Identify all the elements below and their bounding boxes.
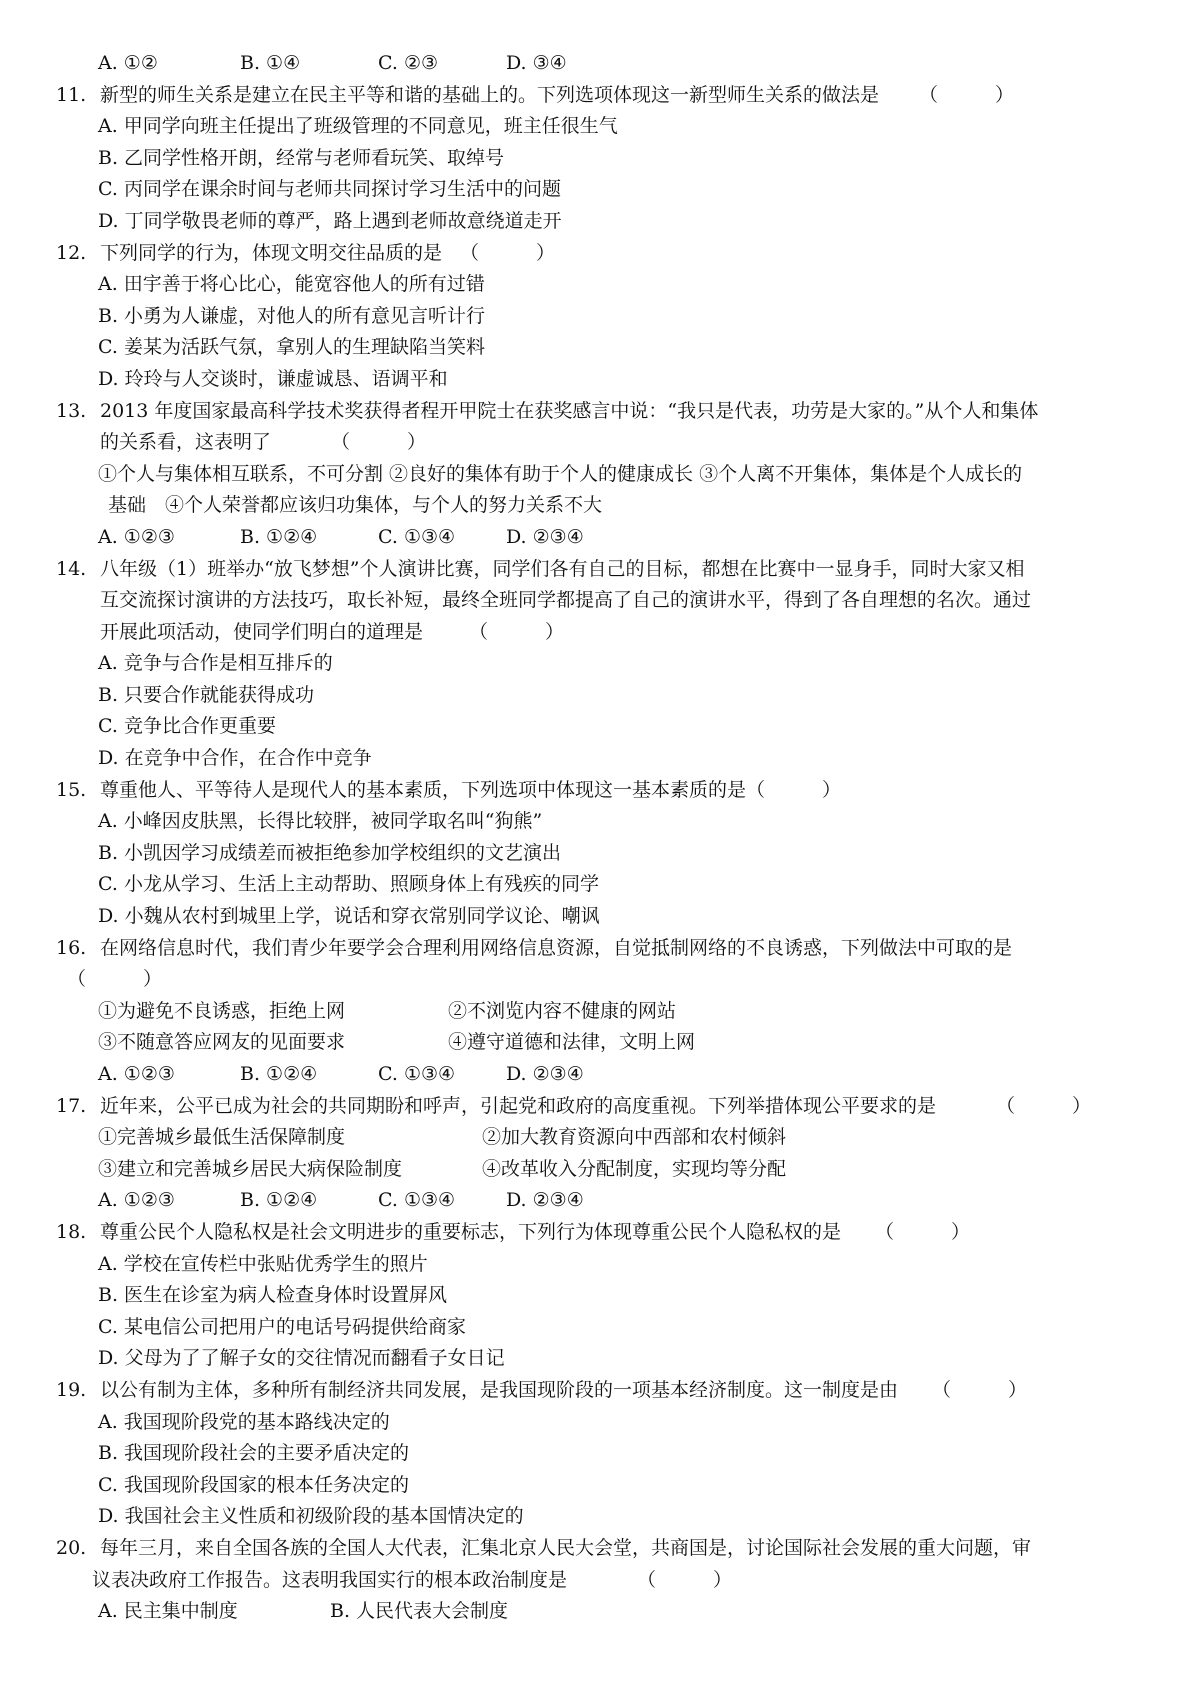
option-d: D. 玲玲与人交谈时，谦虚诚恳、语调平和 — [98, 367, 448, 390]
question-number: 16. — [56, 936, 87, 959]
option-b: B. 只要合作就能获得成功 — [98, 683, 315, 706]
question-text: 新型的师生关系是建立在民主平等和谐的基础上的。下列选项体现这一新型师生关系的做法是 — [100, 83, 880, 106]
answer-choices-row: A. ①②③ B. ①②④ C. ①③④ D. ②③④ — [98, 1189, 584, 1212]
answer-paren: （ ） — [875, 1220, 971, 1243]
option-b: B. 小勇为人谦虚，对他人的所有意见言听计行 — [98, 304, 486, 327]
question-text: 以公有制为主体，多种所有制经济共同发展，是我国现阶段的一项基本经济制度。这一制度是由 — [100, 1378, 899, 1401]
option-c: C. 某电信公司把用户的电话号码提供给商家 — [98, 1315, 466, 1338]
question-text: 尊重公民个人隐私权是社会文明进步的重要标志，下列行为体现尊重公民个人隐私权的是 — [100, 1220, 842, 1243]
question-text-cont: 互交流探讨演讲的方法技巧，取长补短，最终全班同学都提高了自己的演讲水平，得到了各自理想的名次。通过 — [100, 589, 1032, 612]
question-number: 18. — [56, 1220, 87, 1243]
option-a: A. 竞争与合作是相互排斥的 — [98, 652, 333, 675]
choice-c: C. ②③ — [378, 52, 439, 74]
question-text: 在网络信息时代，我们青少年要学会合理利用网络信息资源，自觉抵制网络的不良诱惑，下列做法中可取的是 — [100, 936, 1013, 959]
question-text-cont: 开展此项活动，使同学们明白的道理是 （ ） — [0, 617, 1200, 649]
option-c: C. 姜某为活跃气氛，拿别人的生理缺陷当笑料 — [98, 336, 485, 359]
question-text: 2013 年度国家最高科学技术奖获得者程开甲院士在获奖感言中说：“我只是代表，功劳是大家的。”从个人和集体 — [100, 399, 1039, 422]
option-a: A. 小峰因皮肤黑，长得比较胖，被同学取名叫“狗熊” — [98, 810, 543, 833]
question-text-cont: 议表决政府工作报告。这表明我国实行的根本政治制度是 （ ） — [0, 1565, 1200, 1597]
answer-choices-row: A. ①②③ B. ①②④ C. ①③④ D. ②③④ — [98, 1063, 584, 1085]
answer-paren: （ ） — [932, 1378, 1028, 1401]
question-18 — [0, 1217, 1200, 1249]
answer-choices-row — [0, 48, 1200, 80]
question-12 — [0, 238, 1200, 270]
question-number: 20. — [56, 1536, 87, 1559]
question-number: 13. — [56, 399, 87, 422]
choice-a: A. ①② — [98, 52, 158, 74]
statement-items: ③建立和完善城乡居民大病保险制度 ④改革收入分配制度，实现均等分配 — [98, 1157, 787, 1180]
option-b: B. 我国现阶段社会的主要矛盾决定的 — [98, 1442, 410, 1465]
question-text: 尊重他人、平等待人是现代人的基本素质，下列选项中体现这一基本素质的是 — [100, 778, 747, 801]
option-a: A. 学校在宣传栏中张贴优秀学生的照片 — [98, 1252, 428, 1275]
answer-paren: （ ） — [746, 778, 842, 801]
option-c: C. 我国现阶段国家的根本任务决定的 — [98, 1473, 409, 1496]
option-d: D. 我国社会主义性质和初级阶段的基本国情决定的 — [98, 1505, 524, 1528]
question-number: 11. — [56, 83, 87, 106]
answer-paren: （ ） — [996, 1094, 1092, 1117]
option-b: B. 小凯因学习成绩差而被拒绝参加学校组织的文艺演出 — [98, 841, 562, 864]
answer-paren: （ ） — [460, 241, 556, 264]
statement-items: ①完善城乡最低生活保障制度 ②加大教育资源向中西部和农村倾斜 — [98, 1126, 787, 1149]
question-14 — [0, 554, 1200, 586]
question-number: 19. — [56, 1378, 87, 1401]
answer-paren: （ ） — [919, 83, 1015, 106]
question-number: 12. — [56, 241, 87, 264]
option-d: D. 小魏从农村到城里上学，说话和穿衣常别同学议论、嘲讽 — [98, 905, 600, 928]
answer-paren: （ ） — [637, 1568, 733, 1591]
option-d: D. 父母为了了解子女的交往情况而翻看子女日记 — [98, 1347, 505, 1370]
answer-choices-row: A. 民主集中制度 B. 人民代表大会制度 — [98, 1600, 509, 1623]
question-number: 14. — [56, 557, 87, 580]
question-text: 近年来，公平已成为社会的共同期盼和呼声，引起党和政府的高度重视。下列举措体现公平要求的是 — [100, 1094, 937, 1117]
question-text: 下列同学的行为，体现文明交往品质的是 — [100, 241, 443, 264]
choice-d: D. ③④ — [506, 52, 567, 74]
question-17 — [0, 1091, 1200, 1123]
question-text-cont: 的关系看，这表明了 （ ） — [0, 427, 1200, 459]
option-d: D. 在竞争中合作，在合作中竞争 — [98, 747, 372, 770]
question-13 — [0, 396, 1200, 428]
option-c: C. 竞争比合作更重要 — [98, 715, 276, 738]
option-b: B. 医生在诊室为病人检查身体时设置屏风 — [98, 1284, 448, 1307]
question-text: 八年级（1）班举办“放飞梦想”个人演讲比赛，同学们各有自己的目标，都想在比赛中一显身手，同时大家又相 — [100, 557, 1025, 580]
statement-items: ①为避免不良诱惑，拒绝上网 ②不浏览内容不健康的网站 — [98, 999, 677, 1022]
question-text: 每年三月，来自全国各族的全国人大代表，汇集北京人民大会堂，共商国是，讨论国际社会发展的重大问题，审 — [100, 1536, 1032, 1559]
answer-paren: （ ） — [331, 431, 427, 454]
statement-items-cont: 基础 ④个人荣誉都应该归功集体，与个人的努力关系不大 — [108, 494, 603, 517]
option-a: A. 甲同学向班主任提出了班级管理的不同意见，班主任很生气 — [98, 115, 618, 138]
option-b: B. 乙同学性格开朗，经常与老师看玩笑、取绰号 — [98, 146, 505, 169]
statement-items: ①个人与集体相互联系，不可分割 ②良好的集体有助于个人的健康成长 ③个人离不开集体，集体是个人成长的 — [98, 462, 1023, 485]
answer-paren: （ ） — [469, 620, 565, 643]
question-15 — [0, 775, 1200, 807]
answer-choices-row: A. ①②③ B. ①②④ C. ①③④ D. ②③④ — [98, 525, 584, 548]
question-19 — [0, 1375, 1200, 1407]
question-number: 15. — [56, 778, 87, 801]
option-d: D. 丁同学敬畏老师的尊严，路上遇到老师故意绕道走开 — [98, 209, 562, 232]
option-a: A. 我国现阶段党的基本路线决定的 — [98, 1410, 390, 1433]
statement-items: ③不随意答应网友的见面要求 ④遵守道德和法律，文明上网 — [98, 1031, 696, 1054]
question-20 — [0, 1533, 1200, 1565]
option-c: C. 小龙从学习、生活上主动帮助、照顾身体上有残疾的同学 — [98, 873, 599, 896]
answer-paren: （ ） — [67, 968, 163, 991]
choice-b: B. ①④ — [240, 52, 301, 74]
question-16 — [0, 933, 1200, 965]
question-number: 17. — [56, 1094, 87, 1117]
question-11 — [0, 80, 1200, 112]
option-a: A. 田宇善于将心比心，能宽容他人的所有过错 — [98, 273, 485, 296]
option-c: C. 丙同学在课余时间与老师共同探讨学习生活中的问题 — [98, 178, 561, 201]
